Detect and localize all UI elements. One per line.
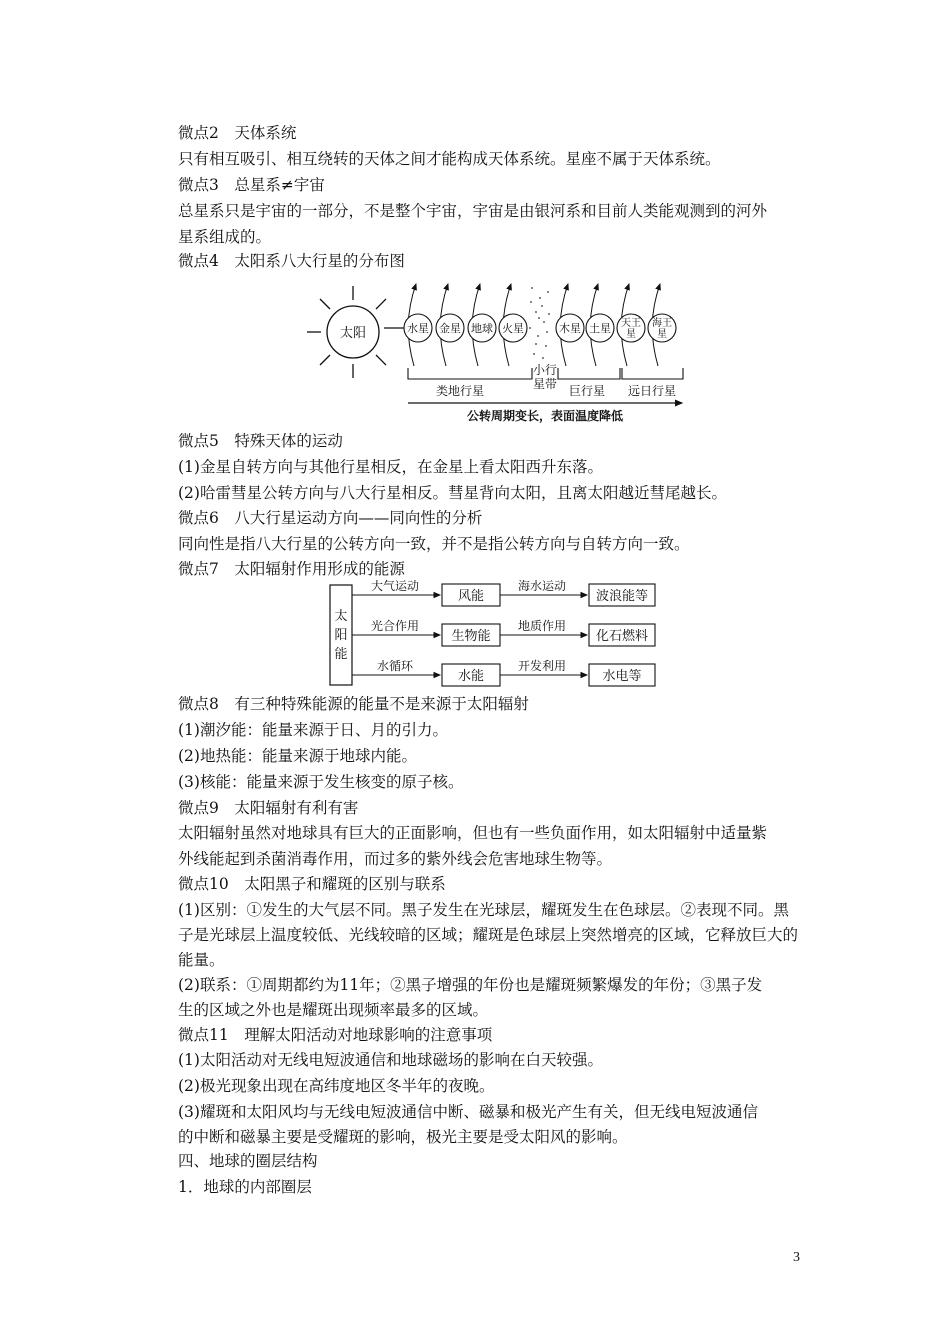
source-char: 太 [334,609,348,624]
solar-energy-diagram [325,580,665,690]
planet-label: 天王 [621,318,641,329]
planet-label: 海王 [652,318,672,329]
sun-label: 太阳 [339,326,367,341]
sun-icon [307,286,386,378]
energy-rows [352,580,655,686]
planet-label: 土星 [589,322,611,335]
paragraph: 能量。 [178,951,225,969]
asteroid-dot [545,345,547,347]
belt-label-1: 小行 [532,363,558,377]
planet-label: 星 [657,329,667,340]
trend-caption: 公转周期变长，表面温度降低 [466,409,624,423]
asteroid-dot [533,353,535,355]
asteroid-dot [539,297,541,299]
energy-label: 风能 [457,589,485,604]
paragraph: (2)哈雷彗星公转方向与八大行星相反。彗星背向太阳，且离太阳越近彗尾越长。 [178,484,727,502]
section-heading: 微点11 理解太阳活动对地球影响的注意事项 [178,1026,493,1044]
planet-label: 木星 [559,322,581,335]
paragraph: (1)金星自转方向与其他行星相反，在金星上看太阳西升东落。 [178,458,603,476]
asteroid-dot [546,331,548,333]
planet-label: 金星 [439,322,461,335]
asteroid-dot [530,301,532,303]
section-heading: 微点8 有三种特殊能源的能量不是来源于太阳辐射 [178,695,529,713]
energy-label: 生物能 [451,629,491,644]
process-label: 光合作用 [370,619,420,633]
paragraph: (2)地热能：能量来源于地球内能。 [178,747,417,765]
paragraph: 的中断和磁暴主要是受耀斑的影响，极光主要是受太阳风的影响。 [178,1128,628,1146]
planets [404,284,676,366]
paragraph: 同向性是指八大行星的公转方向一致，并不是指公转方向与自转方向一致。 [178,535,690,553]
paragraph: (1)太阳活动对无线电短波通信和地球磁场的影响在白天较强。 [178,1051,603,1069]
paragraph: 总星系只是宇宙的一部分，不是整个宇宙，宇宙是由银河系和目前人类能观测到的河外 [178,202,768,220]
asteroid-dot [529,327,531,329]
section-heading: 微点9 太阳辐射有利有害 [178,799,359,817]
paragraph: 星系组成的。 [178,228,272,246]
page-number: 3 [793,1250,800,1265]
paragraph: 外线能起到杀菌消毒作用，而过多的紫外线会危害地球生物等。 [178,850,613,868]
process-label: 海水运动 [517,580,567,593]
planet-label: 火星 [502,322,524,335]
paragraph: (1)潮汐能：能量来源于日、月的引力。 [178,721,448,739]
result-label: 化石燃料 [595,629,649,644]
paragraph: 只有相互吸引、相互绕转的天体之间才能构成天体系统。星座不属于天体系统。 [178,150,721,168]
section-heading: 微点7 太阳辐射作用形成的能源 [178,560,405,578]
asteroid-dot [538,317,540,319]
group-giant: 巨行星 [568,384,606,398]
energy-label: 水能 [457,669,485,684]
section-heading: 1．地球的内部圈层 [178,1178,312,1196]
asteroid-dot [531,287,533,289]
section-heading: 微点4 太阳系八大行星的分布图 [178,252,405,270]
section-heading: 微点3 总星系≠宇宙 [178,176,325,194]
asteroid-dot [543,321,545,323]
paragraph: (3)耀斑和太阳风均与无线电短波通信中断、磁暴和极光产生有关，但无线电短波通信 [178,1103,758,1121]
section-heading: 微点5 特殊天体的运动 [178,432,343,450]
process-label: 地质作用 [517,619,567,633]
source-char: 阳 [334,628,348,643]
process-label: 开发利用 [517,659,567,673]
process-label: 大气运动 [370,580,420,593]
section-heading: 四、地球的圈层结构 [178,1152,318,1170]
section-heading: 微点10 太阳黑子和耀斑的区别与联系 [178,875,446,893]
asteroid-dot [535,311,537,313]
asteroid-dot [547,291,549,293]
asteroid-dot [542,357,544,359]
paragraph: (3)核能：能量来源于发生核变的原子核。 [178,773,464,791]
asteroid-dot [537,335,539,337]
paragraph: 子是光球层上温度较低、光线较暗的区域；耀斑是色球层上突然增亮的区域，它释放巨大的 [178,926,799,944]
asteroid-belt-dots [529,287,550,359]
section-heading: 微点2 天体系统 [178,124,297,142]
paragraph: 生的区域之外也是耀斑出现频率最多的区域。 [178,1001,489,1019]
process-label: 水循环 [376,659,414,673]
result-label: 波浪能等 [595,589,649,604]
section-heading: 微点6 八大行星运动方向——同向性的分析 [178,509,483,527]
paragraph: (2)联系：①周期都约为11年；②黑子增强的年份也是耀斑频繁爆发的年份；③黑子发 [178,976,763,994]
paragraph: (2)极光现象出现在高纬度地区冬半年的夜晚。 [178,1077,495,1095]
belt-label-2: 星带 [532,377,558,391]
asteroid-dot [541,305,543,307]
solar-system-diagram [300,278,700,428]
asteroid-dot [548,313,550,315]
group-far: 远日行星 [627,384,677,398]
paragraph: (1)区别：①发生的大气层不同。黑子发生在光球层，耀斑发生在色球层。②表现不同。黑 [178,901,789,919]
group-terrestrial: 类地行星 [435,384,485,398]
paragraph: 太阳辐射虽然对地球具有巨大的正面影响，但也有一些负面作用，如太阳辐射中适量紫 [178,824,768,842]
source-char: 能 [334,647,348,662]
planet-label: 星 [626,329,636,340]
result-label: 水电等 [602,669,642,684]
asteroid-dot [535,343,537,345]
planet-label: 地球 [471,322,493,335]
planet-label: 水星 [407,322,429,335]
